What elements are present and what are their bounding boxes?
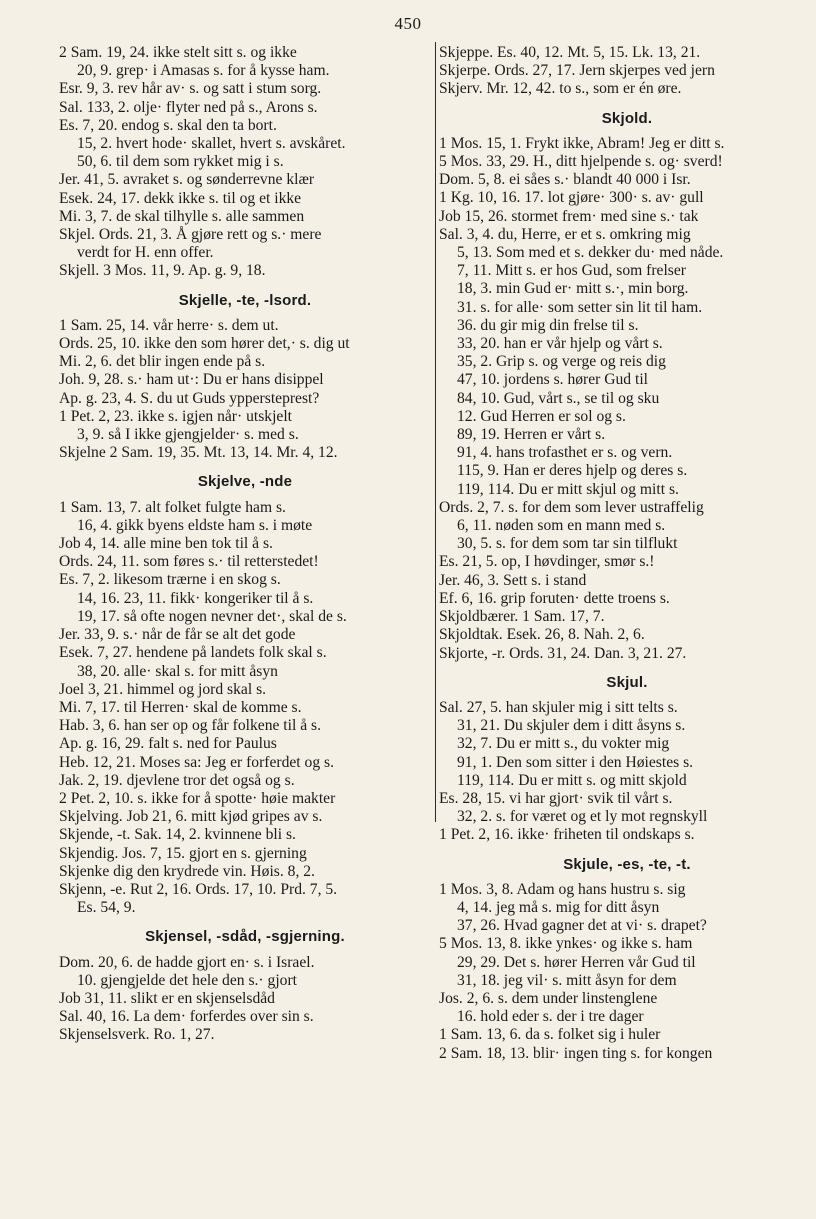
entry-line: 33, 20. han er vår hjelp og vårt s. [457,335,663,353]
entry-line: 84, 10. Gud, vårt s., se til og sku [457,389,660,407]
entry-line: 19, 17. så ofte nogen nevner det·, skal de s. [77,607,347,625]
entry-line: Skjenke dig den krydrede vin. Høis. 8, 2. [59,862,315,880]
entry-line: Skjenselsverk. Ro. 1, 27. [59,1026,215,1044]
entry-line: 1 Kg. 10, 16. 17. lot gjøre· 300· s. av· gull [439,189,704,207]
entry-line: 20, 9. grep· i Amasas s. for å kysse ham. [77,62,330,80]
entry-line: Job 15, 26. stormet frem· med sine s.· tak [439,207,699,225]
entry-line: Esek. 24, 17. dekk ikke s. til og et ikke [59,189,302,207]
entry-line: 1 Sam. 13, 7. alt folket fulgte ham s. [59,498,286,516]
entry-line: Sal. 27, 5. han skjuler mig i sitt telts s. [439,698,678,716]
entry-line: 16. hold eder s. der i tre dager [457,1008,644,1026]
entry-line: Jak. 2, 19. djevlene tror det også og s. [59,771,295,789]
entry-line: Job 31, 11. slikt er en skjenselsdåd [59,989,275,1007]
entry-line: 4, 14. jeg må s. mig for ditt åsyn [457,898,660,916]
entry-line: 5, 13. Som med et s. dekker du· med nåde. [457,244,724,262]
column-divider [435,42,436,822]
entry-line: Sal. 3, 4. du, Herre, er et s. omkring mig [439,225,691,243]
entry-line: Skjell. 3 Mos. 11, 9. Ap. g. 9, 18. [59,262,266,280]
entry-line: Jer. 46, 3. Sett s. i stand [439,571,587,589]
entry-line: 1 Pet. 2, 23. ikke s. igjen når· utskjelt [59,407,293,425]
entry-line: 3, 9. så I ikke gjengjelder· s. med s. [77,426,299,444]
entry-line: 12. Gud Herren er sol og s. [457,407,626,425]
entry-line: 36. du gir mig din frelse til s. [457,316,639,334]
entry-line: Ap. g. 23, 4. S. du ut Guds yppersteprest? [59,389,320,407]
entry-line: 31. s. for alle· som setter sin lit til ham. [457,298,703,316]
entry-line: 119, 114. Du er mitt skjul og mitt s. [457,480,679,498]
entry-line: Mi. 2, 6. det blir ingen ende på s. [59,353,266,371]
entry-line: Ords. 2, 7. s. for dem som lever ustraffelig [439,498,704,516]
entry-line: 16, 4. gikk byens eldste ham s. i møte [77,516,313,534]
entry-line: 2 Pet. 2, 10. s. ikke for å spotte· høie makter [59,789,336,807]
entry-line: Skjorte, -r. Ords. 31, 24. Dan. 3, 21. 27. [439,644,687,662]
entry-line: 1 Mos. 3, 8. Adam og hans hustru s. sig [439,880,686,898]
entry-line: Heb. 12, 21. Moses sa: Jeg er forferdet og s. [59,753,334,771]
entry-line: Joh. 9, 28. s.· ham ut·: Du er hans disippel [59,371,324,389]
section-heading: Skjul. [606,673,648,691]
entry-line: 91, 1. Den som sitter i den Høiestes s. [457,753,694,771]
entry-line: Skjelne 2 Sam. 19, 35. Mt. 13, 14. Mr. 4, 12. [59,444,338,462]
entry-line: 2 Sam. 19, 24. ikke stelt sitt s. og ikke [59,44,297,61]
entry-line: 5 Mos. 33, 29. H., ditt hjelpende s. og· sverd! [439,153,723,171]
entry-line: Es. 28, 15. vi har gjort· svik til vårt s. [439,789,673,807]
entry-line: Sal. 40, 16. La dem· forferdes over sin s. [59,1008,314,1026]
entry-line: 30, 5. s. for dem som tar sin tilflukt [457,535,678,553]
entry-line: Skjenn, -e. Rut 2, 16. Ords. 17, 10. Prd. 7, 5. [59,880,338,898]
entry-line: Dom. 20, 6. de hadde gjort en· s. i Israel. [59,953,315,971]
entry-line: 18, 3. min Gud er· mitt s.·, min borg. [457,280,689,298]
entry-line: Es. 54, 9. [77,899,136,917]
section-heading: Skjule, -es, -te, -t. [563,855,691,873]
entry-line: Ords. 25, 10. ikke den som hører det,· s. dig ut [59,335,350,353]
entry-line: Mi. 3, 7. de skal tilhylle s. alle sammen [59,207,305,225]
entry-line: 6, 11. nøden som en mann med s. [457,517,666,535]
entry-line: 15, 2. hvert hode· skallet, hvert s. avskåret. [77,135,346,153]
entry-line: 35, 2. Grip s. og verge og reis dig [457,353,666,371]
entry-line: Es. 21, 5. op, I høvdinger, smør s.! [439,553,655,571]
left-column [59,44,431,1045]
entry-line: Skjel. Ords. 21, 3. Å gjøre rett og s.· mere [59,226,322,244]
entry-line: Jer. 41, 5. avraket s. og sønderrevne klær [59,171,315,189]
entry-line: Es. 7, 2. likesom trærne i en skog s. [59,571,281,589]
entry-line: 119, 114. Du er mitt s. og mitt skjold [457,771,687,789]
entry-line: 31, 21. Du skjuler dem i ditt åsyns s. [457,717,686,735]
entry-line: 89, 19. Herren er vårt s. [457,426,606,444]
entry-line: 50, 6. til dem som rykket mig i s. [77,153,284,171]
section-heading: Skjelle, -te, -lsord. [178,291,312,309]
entry-line: 47, 10. jordens s. hører Gud til [457,371,649,389]
right-column [439,44,815,1063]
entry-line: 2 Sam. 18, 13. blir· ingen ting s. for kongen [439,1044,713,1062]
entry-line: Skjoldbærer. 1 Sam. 17, 7. [439,608,605,626]
entry-line: Skjelving. Job 21, 6. mitt kjød gripes av s. [59,808,323,826]
entry-line: 29, 29. Det s. hører Herren vår Gud til [457,953,696,971]
entry-line: Sal. 133, 2. olje· flyter ned på s., Arons s. [59,98,318,116]
entry-line: Ef. 6, 16. grip foruten· dette troens s. [439,589,670,607]
entry-line: Skjeppe. Es. 40, 12. Mt. 5, 15. Lk. 13, 21. [439,44,701,61]
section-heading: Skjensel, -sdåd, -sgjerning. [145,928,345,946]
section-heading: Skjelve, -nde [197,473,293,491]
entry-line: Hab. 3, 6. han ser op og får folkene til å s. [59,717,321,735]
entry-line: 7, 11. Mitt s. er hos Gud, som frelser [457,262,686,280]
entry-line: 1 Sam. 13, 6. da s. folket sig i huler [439,1026,661,1044]
entry-line: 32, 7. Du er mitt s., du vokter mig [457,735,670,753]
entry-line: 5 Mos. 13, 8. ikke ynkes· og ikke s. ham [439,935,693,953]
entry-line: Dom. 5, 8. ei såes s.· blandt 40 000 i Isr. [439,171,691,189]
entry-line: 1 Mos. 15, 1. Frykt ikke, Abram! Jeg er ditt s. [439,134,725,152]
page-number: 450 [394,14,422,33]
entry-line: 91, 4. hans trofasthet er s. og vern. [457,444,673,462]
entry-line: Jer. 33, 9. s.· når de får se alt det gode [59,626,296,644]
entry-line: Skjerv. Mr. 12, 42. to s., som er én øre. [439,80,682,98]
entry-line: 1 Pet. 2, 16. ikke· friheten til ondskaps s. [439,826,695,844]
entry-line: Esek. 7, 27. hendene på landets folk skal s. [59,644,327,662]
entry-line: 14, 16. 23, 11. fikk· kongeriker til å s. [77,589,314,607]
entry-line: Esr. 9, 3. rev hår av· s. og satt i stum sorg. [59,80,322,98]
entry-line: Joel 3, 21. himmel og jord skal s. [59,680,267,698]
entry-line: 38, 20. alle· skal s. for mitt åsyn [77,662,278,680]
entry-line: 115, 9. Han er deres hjelp og deres s. [457,462,688,480]
entry-line: 37, 26. Hvad gagner det at vi· s. drapet? [457,917,707,935]
entry-line: Mi. 7, 17. til Herren· skal de komme s. [59,698,302,716]
entry-line: Skjende, -t. Sak. 14, 2. kvinnene bli s. [59,826,296,844]
entry-line: Ap. g. 16, 29. falt s. ned for Paulus [59,735,277,753]
entry-line: Es. 7, 20. endog s. skal den ta bort. [59,116,277,134]
entry-line: Skjoldtak. Esek. 26, 8. Nah. 2, 6. [439,626,645,644]
entry-line: Ords. 24, 11. som føres s.· til retterstedet! [59,553,319,571]
section-heading: Skjold. [601,109,653,127]
entry-line: 1 Sam. 25, 14. vår herre· s. dem ut. [59,316,279,334]
entry-line: 32, 2. s. for været og et ly mot regnskyll [457,808,708,826]
entry-line: 10. gjengjelde det hele den s.· gjort [77,971,297,989]
entry-line: Jos. 2, 6. s. dem under linstenglene [439,989,658,1007]
entry-line: Skjerpe. Ords. 27, 17. Jern skjerpes ved jern [439,62,715,80]
entry-line: Skjendig. Jos. 7, 15. gjort en s. gjerning [59,844,307,862]
entry-line: 31, 18. jeg vil· s. mitt åsyn for dem [457,971,677,989]
entry-line: Job 4, 14. alle mine ben tok til å s. [59,535,273,553]
entry-line: verdt for H. enn offer. [77,244,214,262]
